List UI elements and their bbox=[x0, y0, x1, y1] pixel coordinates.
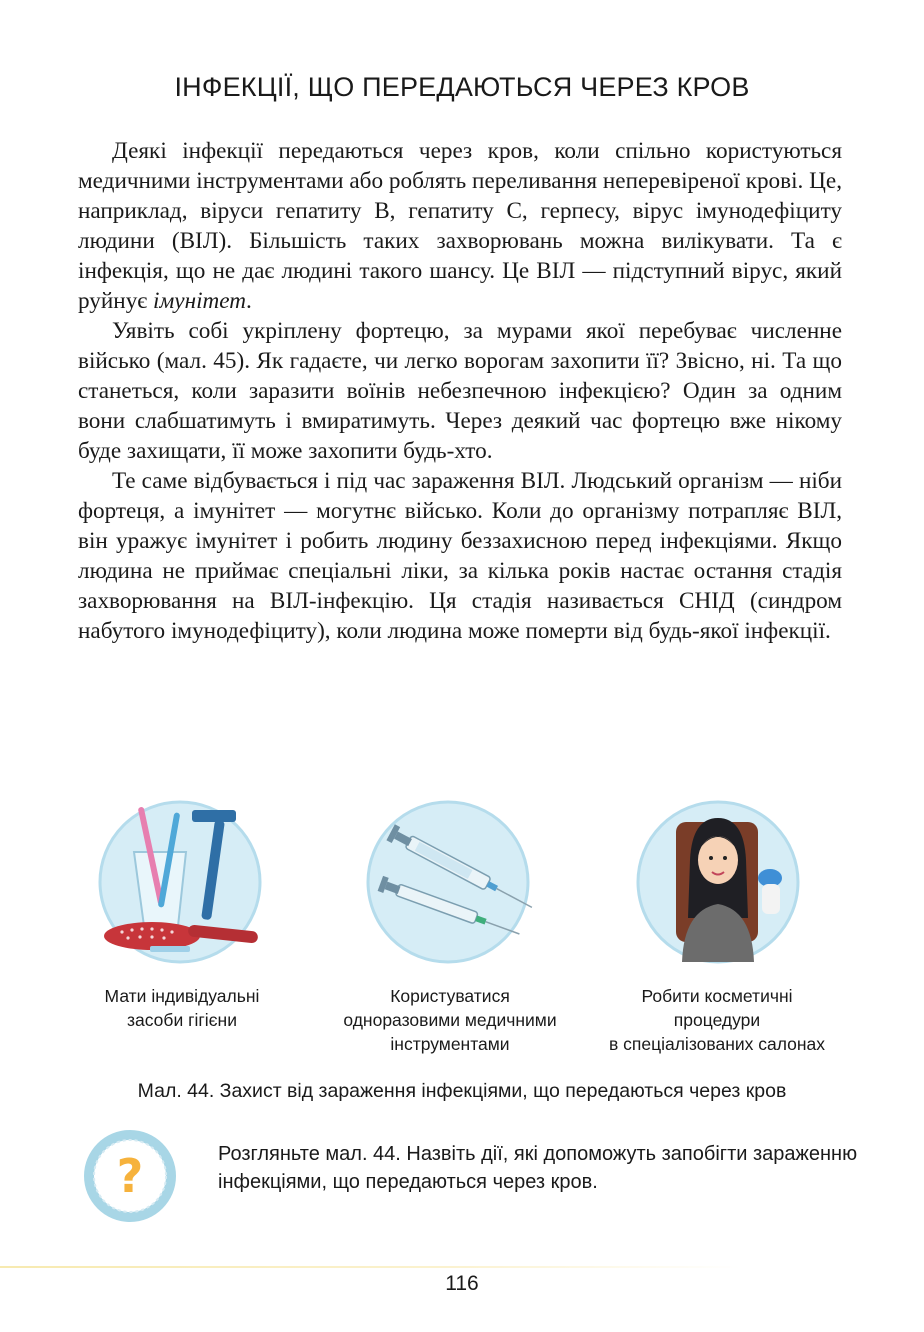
figure-44 bbox=[0, 798, 924, 1068]
page-title: ІНФЕКЦІЇ, ЩО ПЕРЕДАЮТЬСЯ ЧЕРЕЗ КРОВ bbox=[174, 72, 750, 102]
main-text bbox=[78, 136, 842, 646]
task-text: Розгляньте мал. 44. Назвіть дії, які допоможуть запобігти зараженню інфекціями, що передаються через кров. bbox=[218, 1143, 858, 1193]
caption-salon-line-1: Робити косметичні bbox=[641, 986, 793, 1006]
caption-salon-line-2: процедури bbox=[673, 1010, 761, 1030]
paragraph-1-end: . bbox=[246, 288, 252, 314]
svg-text:?: ? bbox=[116, 1149, 144, 1203]
question-mark-icon bbox=[80, 1126, 180, 1226]
caption-salon-line-3: в спеціалізованих салонах bbox=[608, 1034, 826, 1054]
caption-syringes bbox=[300, 984, 600, 1056]
cosmetic-salon-icon bbox=[632, 798, 812, 968]
paragraph-2: Уявіть собі укріплену фортецю, за мурами якої перебуває численне військо (мал. 45). Як гадаєте, чи легко ворогам захопити її? Звісно, ні. Та що станеться, коли заразити воїнів небезпечною інфекцією? Один за одним вони слабшатимуть і вмиратимуть. Через деякий час фортецю вже нікому буде захищати, її може захопити будь-хто. bbox=[78, 318, 842, 464]
footer-divider bbox=[0, 1266, 740, 1268]
paragraph-3: Те саме відбувається і під час зараження ВІЛ. Людський організм — ніби фортеця, а імунітет — могутнє військо. Коли до організму потрапляє ВІЛ, він уражує імунітет і робить людину беззахисною перед інфекціями. Якщо людина не приймає спеціальні ліки, за кілька років настає остання стадія захворювання на ВІЛ-інфекцію. Ця стадія називається СНІД (синдром набутого імунодефіциту), коли людина може померти від будь-якої інфекції. bbox=[78, 468, 842, 644]
syringes-icon bbox=[364, 798, 544, 968]
caption-hygiene-line-2: засоби гігієни bbox=[126, 1010, 237, 1030]
figure-caption: Мал. 44. Захист від зараження інфекціями, що передаються через кров bbox=[137, 1080, 787, 1102]
page-number: 116 bbox=[445, 1272, 479, 1295]
caption-syringes-line-1: Користуватися bbox=[390, 986, 510, 1006]
paragraph-1-text: Деякі інфекції передаються через кров, коли спільно користуються медичними інструментами або роблять переливання неперевіреної крові. Це, наприклад, віруси гепатиту В, гепатиту С, герпесу, вірус імунодефіциту людини (ВІЛ). Більшість таких захворювань можна вилікувати. Та є інфекція, що не дає людині такого шансу. Це ВІЛ — підступний вірус, який руйнує bbox=[78, 138, 842, 314]
caption-hygiene-line-1: Мати індивідуальні bbox=[104, 986, 260, 1006]
paragraph-1-emphasis: імунітет bbox=[153, 288, 247, 314]
caption-syringes-line-2: одноразовими медичними bbox=[343, 1010, 557, 1030]
paragraph-1 bbox=[78, 136, 842, 316]
hygiene-items-icon bbox=[92, 798, 272, 968]
caption-salon bbox=[582, 984, 852, 1056]
caption-syringes-line-3: інструментами bbox=[390, 1034, 510, 1054]
caption-hygiene bbox=[72, 984, 292, 1032]
